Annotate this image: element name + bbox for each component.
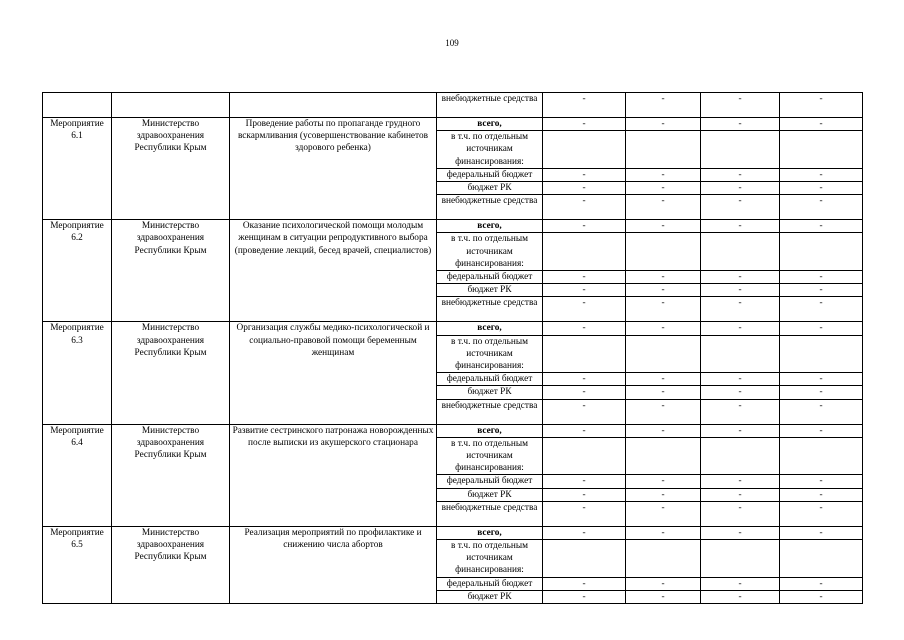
activity-id: Мероприятие 6.4 bbox=[43, 424, 112, 526]
value-cell: - bbox=[543, 526, 626, 539]
value-cell: - bbox=[780, 322, 863, 335]
value-cell: - bbox=[701, 168, 780, 181]
value-cell: - bbox=[543, 399, 626, 424]
value-cell: - bbox=[780, 475, 863, 488]
value-cell: - bbox=[780, 168, 863, 181]
value-cell: - bbox=[701, 488, 780, 501]
page-number: 109 bbox=[445, 38, 459, 48]
funding-source: федеральный бюджет bbox=[437, 577, 543, 590]
value-cell: - bbox=[780, 118, 863, 131]
value-cell: - bbox=[701, 322, 780, 335]
funding-source: бюджет РК bbox=[437, 284, 543, 297]
value-cell bbox=[626, 233, 701, 271]
value-cell: - bbox=[701, 297, 780, 322]
value-cell: - bbox=[626, 220, 701, 233]
activity-id: Мероприятие 6.3 bbox=[43, 322, 112, 424]
funding-source: в т.ч. по отдельным источникам финансирования: bbox=[437, 437, 543, 475]
value-cell: - bbox=[701, 386, 780, 399]
value-cell: - bbox=[543, 284, 626, 297]
funding-source: бюджет РК bbox=[437, 488, 543, 501]
value-cell: - bbox=[626, 322, 701, 335]
value-cell: - bbox=[543, 93, 626, 118]
value-cell: - bbox=[626, 577, 701, 590]
value-cell: - bbox=[780, 526, 863, 539]
value-cell: - bbox=[701, 590, 780, 603]
funding-source: федеральный бюджет bbox=[437, 271, 543, 284]
funding-source: в т.ч. по отдельным источникам финансирования: bbox=[437, 335, 543, 373]
value-cell bbox=[701, 131, 780, 169]
value-cell: - bbox=[780, 373, 863, 386]
value-cell: - bbox=[626, 424, 701, 437]
value-cell: - bbox=[780, 488, 863, 501]
value-cell: - bbox=[780, 182, 863, 195]
value-cell: - bbox=[701, 195, 780, 220]
table-row bbox=[43, 322, 863, 335]
value-cell bbox=[701, 233, 780, 271]
table-row bbox=[43, 526, 863, 539]
funding-source: в т.ч. по отдельным источникам финансирования: bbox=[437, 233, 543, 271]
value-cell bbox=[626, 335, 701, 373]
value-cell: - bbox=[626, 386, 701, 399]
value-cell: - bbox=[543, 322, 626, 335]
value-cell: - bbox=[780, 590, 863, 603]
value-cell: - bbox=[543, 488, 626, 501]
value-cell: - bbox=[701, 501, 780, 526]
value-cell bbox=[780, 540, 863, 578]
value-cell: - bbox=[543, 118, 626, 131]
value-cell: - bbox=[780, 271, 863, 284]
activity-description: Развитие сестринского патронажа новорожденных после выписки из акушерского стационара bbox=[230, 424, 437, 526]
funding-source: бюджет РК bbox=[437, 182, 543, 195]
value-cell: - bbox=[626, 297, 701, 322]
value-cell: - bbox=[543, 220, 626, 233]
value-cell: - bbox=[626, 93, 701, 118]
value-cell: - bbox=[626, 195, 701, 220]
activity-id: Мероприятие 6.5 bbox=[43, 526, 112, 603]
value-cell: - bbox=[626, 373, 701, 386]
value-cell: - bbox=[626, 526, 701, 539]
activity-description: Проведение работы по пропаганде грудного вскармливания (усовершенствование кабинетов здорового ребенка) bbox=[230, 118, 437, 220]
value-cell bbox=[780, 233, 863, 271]
value-cell: - bbox=[543, 182, 626, 195]
value-cell: - bbox=[543, 590, 626, 603]
description-cell bbox=[230, 93, 437, 118]
value-cell: - bbox=[701, 424, 780, 437]
value-cell: - bbox=[543, 577, 626, 590]
funding-source: всего, bbox=[437, 322, 543, 335]
value-cell: - bbox=[780, 424, 863, 437]
funding-source: в т.ч. по отдельным источникам финансирования: bbox=[437, 540, 543, 578]
value-cell: - bbox=[701, 93, 780, 118]
value-cell: - bbox=[780, 195, 863, 220]
value-cell: - bbox=[701, 182, 780, 195]
funding-source: всего, bbox=[437, 526, 543, 539]
value-cell bbox=[701, 437, 780, 475]
value-cell: - bbox=[780, 220, 863, 233]
value-cell: - bbox=[701, 220, 780, 233]
funding-source: в т.ч. по отдельным источникам финансирования: bbox=[437, 131, 543, 169]
activity-cell bbox=[43, 93, 112, 118]
value-cell: - bbox=[543, 168, 626, 181]
value-cell: - bbox=[626, 475, 701, 488]
funding-source: внебюджетные средства bbox=[437, 93, 543, 118]
value-cell: - bbox=[701, 284, 780, 297]
value-cell: - bbox=[701, 373, 780, 386]
value-cell: - bbox=[701, 475, 780, 488]
value-cell: - bbox=[626, 182, 701, 195]
value-cell: - bbox=[626, 118, 701, 131]
value-cell: - bbox=[543, 475, 626, 488]
funding-source: бюджет РК bbox=[437, 590, 543, 603]
ministry-name: Министерство здравоохранения Республики Крым bbox=[112, 220, 230, 322]
funding-source: федеральный бюджет bbox=[437, 373, 543, 386]
value-cell bbox=[626, 540, 701, 578]
value-cell: - bbox=[780, 577, 863, 590]
funding-source: федеральный бюджет bbox=[437, 168, 543, 181]
value-cell: - bbox=[543, 501, 626, 526]
activity-description: Реализация мероприятий по профилактике и снижению числа абортов bbox=[230, 526, 437, 603]
ministry-name: Министерство здравоохранения Республики Крым bbox=[112, 526, 230, 603]
value-cell: - bbox=[780, 284, 863, 297]
value-cell: - bbox=[626, 284, 701, 297]
ministry-cell bbox=[112, 93, 230, 118]
activity-id: Мероприятие 6.2 bbox=[43, 220, 112, 322]
value-cell: - bbox=[626, 501, 701, 526]
value-cell: - bbox=[701, 399, 780, 424]
value-cell bbox=[543, 335, 626, 373]
funding-source: федеральный бюджет bbox=[437, 475, 543, 488]
funding-source: внебюджетные средства bbox=[437, 399, 543, 424]
activity-description: Организация службы медико-психологической и социально-правовой помощи беременным женщинам bbox=[230, 322, 437, 424]
value-cell: - bbox=[701, 577, 780, 590]
activity-id: Мероприятие 6.1 bbox=[43, 118, 112, 220]
value-cell: - bbox=[701, 271, 780, 284]
value-cell: - bbox=[780, 297, 863, 322]
ministry-name: Министерство здравоохранения Республики Крым bbox=[112, 118, 230, 220]
value-cell: - bbox=[543, 297, 626, 322]
ministry-name: Министерство здравоохранения Республики Крым bbox=[112, 424, 230, 526]
funding-source: внебюджетные средства bbox=[437, 501, 543, 526]
value-cell: - bbox=[543, 195, 626, 220]
value-cell: - bbox=[543, 373, 626, 386]
funding-source: всего, bbox=[437, 220, 543, 233]
value-cell: - bbox=[780, 399, 863, 424]
table-row bbox=[43, 220, 863, 233]
value-cell: - bbox=[626, 168, 701, 181]
value-cell: - bbox=[780, 386, 863, 399]
funding-source: бюджет РК bbox=[437, 386, 543, 399]
table-row bbox=[43, 424, 863, 437]
value-cell: - bbox=[626, 488, 701, 501]
table-row bbox=[43, 93, 863, 118]
budget-table bbox=[42, 92, 863, 604]
value-cell bbox=[626, 131, 701, 169]
value-cell bbox=[780, 131, 863, 169]
funding-source: всего, bbox=[437, 118, 543, 131]
value-cell: - bbox=[543, 386, 626, 399]
value-cell bbox=[780, 335, 863, 373]
value-cell: - bbox=[701, 118, 780, 131]
funding-source: всего, bbox=[437, 424, 543, 437]
value-cell bbox=[780, 437, 863, 475]
value-cell bbox=[701, 540, 780, 578]
value-cell: - bbox=[780, 93, 863, 118]
funding-source: внебюджетные средства bbox=[437, 195, 543, 220]
table-row bbox=[43, 118, 863, 131]
value-cell bbox=[543, 540, 626, 578]
value-cell bbox=[701, 335, 780, 373]
value-cell: - bbox=[543, 271, 626, 284]
value-cell: - bbox=[780, 501, 863, 526]
value-cell: - bbox=[626, 399, 701, 424]
activity-description: Оказание психологической помощи молодым женщинам в ситуации репродуктивного выбора (проведение лекций, бесед врачей, специалистов) bbox=[230, 220, 437, 322]
value-cell: - bbox=[626, 271, 701, 284]
value-cell bbox=[543, 233, 626, 271]
value-cell: - bbox=[701, 526, 780, 539]
funding-source: внебюджетные средства bbox=[437, 297, 543, 322]
value-cell bbox=[543, 131, 626, 169]
value-cell bbox=[543, 437, 626, 475]
ministry-name: Министерство здравоохранения Республики Крым bbox=[112, 322, 230, 424]
value-cell: - bbox=[626, 590, 701, 603]
value-cell: - bbox=[543, 424, 626, 437]
value-cell bbox=[626, 437, 701, 475]
